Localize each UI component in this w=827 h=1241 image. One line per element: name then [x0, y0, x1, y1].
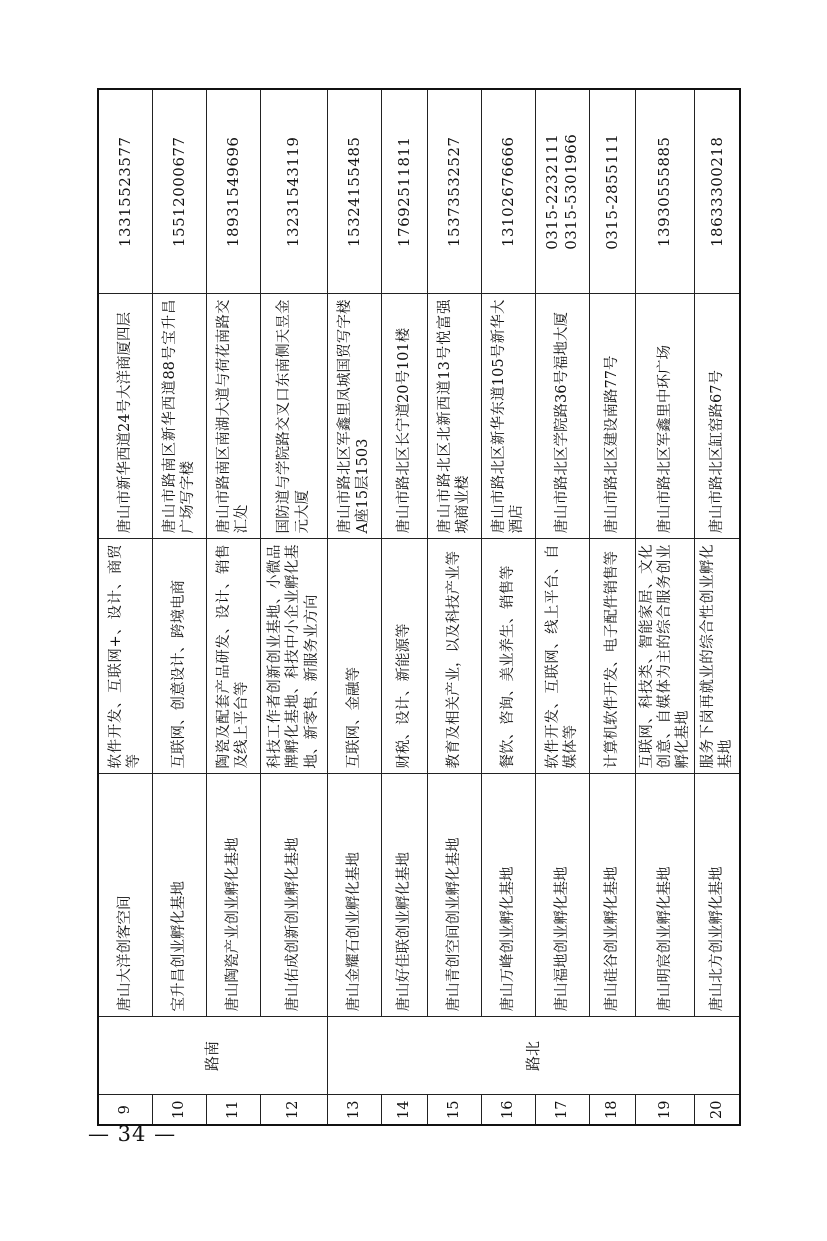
row-number: 9 [98, 1095, 152, 1125]
phone-number: 13102676666 [498, 136, 517, 247]
row-number: 13 [327, 1095, 381, 1125]
row-number: 14 [381, 1095, 427, 1125]
address: 国防道与学院路交叉口东南侧天昱金元大厦 [260, 294, 327, 539]
row-number: 18 [589, 1095, 635, 1125]
phone [427, 89, 481, 294]
row-number: 15 [427, 1095, 481, 1125]
base-name: 唐山好佳联创业孵化基地 [381, 774, 427, 1017]
business-direction: 教育及相关产业，以及科技产业等 [427, 539, 481, 774]
business-direction: 餐饮、咨询、美业养生、销售等 [481, 539, 535, 774]
base-name: 唐山金耀石创业孵化基地 [327, 774, 381, 1017]
phone-number: 13930555885 [655, 136, 674, 247]
address: 唐山市路北区军鑫里凤城国贸写字楼A座15层1503 [327, 294, 381, 539]
phone-number: 0315-2232111 [543, 133, 562, 250]
base-name: 唐山陶瓷产业创业孵化基地 [206, 774, 260, 1017]
phone [635, 89, 694, 294]
phone-number: 0315-2855111 [602, 133, 621, 250]
table-row [327, 89, 381, 1125]
table-row [98, 89, 152, 1125]
address: 唐山市路北区建设南路77号 [589, 294, 635, 539]
phone-number: 13315523577 [115, 136, 134, 247]
address: 唐山市新华西道24号大洋商厦四层 [98, 294, 152, 539]
base-name: 唐山明宸创业孵化基地 [635, 774, 694, 1017]
base-name: 宝升昌创业孵化基地 [152, 774, 206, 1017]
phone [481, 89, 535, 294]
table-row [481, 89, 535, 1125]
phone [327, 89, 381, 294]
base-name: 唐山硅谷创业孵化基地 [589, 774, 635, 1017]
phone-number: 13231543119 [284, 136, 303, 247]
page-number: — 34 — [88, 1122, 177, 1146]
business-direction: 计算机软件开发、电子配件销售等 [589, 539, 635, 774]
address: 唐山市路北区缸窑路67号 [694, 294, 740, 539]
business-direction: 财税、设计、新能源等 [381, 539, 427, 774]
base-name: 唐山青创空间创业孵化基地 [427, 774, 481, 1017]
table-row [381, 89, 427, 1125]
address: 唐山市路北区军鑫里中环广场 [635, 294, 694, 539]
table-row [535, 89, 589, 1125]
phone [260, 89, 327, 294]
row-number: 12 [260, 1095, 327, 1125]
address: 唐山市路南区新华西道88号宝升昌广场写字楼 [152, 294, 206, 539]
phone-number: 0315-5301966 [562, 133, 580, 250]
table-row [152, 89, 206, 1125]
address: 唐山市路南区南湖大道与荷花南路交汇处 [206, 294, 260, 539]
area-cell-lunan: 路南 [98, 1017, 327, 1095]
base-name: 唐山北方创业孵化基地 [694, 774, 740, 1017]
table-row [206, 89, 260, 1125]
address: 唐山市路北区长宁道20号101楼 [381, 294, 427, 539]
business-direction: 科技工作者创新创业基地、小微品牌孵化基地、科技中小企业孵化基地、新零售、新服务业方向 [260, 539, 327, 774]
base-name: 唐山大洋创客空间 [98, 774, 152, 1017]
phone [694, 89, 740, 294]
row-number: 20 [694, 1095, 740, 1125]
row-number: 17 [535, 1095, 589, 1125]
phone-number: 15512000677 [169, 136, 188, 247]
phone [152, 89, 206, 294]
phone [535, 89, 589, 294]
address: 唐山市路北区新华东道105号新华大酒店 [481, 294, 535, 539]
business-direction: 软件开发、互联网、线上平台、自媒体等 [535, 539, 589, 774]
business-direction: 互联网、创意设计、跨境电商 [152, 539, 206, 774]
table-row [635, 89, 694, 1125]
phone [381, 89, 427, 294]
phone-number: 18931549696 [223, 136, 242, 247]
business-direction: 互联网、金融等 [327, 539, 381, 774]
row-number: 16 [481, 1095, 535, 1125]
phone-number: 15324155485 [344, 136, 363, 247]
table-row [589, 89, 635, 1125]
row-number: 10 [152, 1095, 206, 1125]
business-direction: 服务下岗再就业的综合性创业孵化基地 [694, 539, 740, 774]
base-name: 唐山佑成创新创业孵化基地 [260, 774, 327, 1017]
phone [589, 89, 635, 294]
business-direction: 软件开发、互联网+、设计、商贸等 [98, 539, 152, 774]
base-name: 唐山万峰创业孵化基地 [481, 774, 535, 1017]
phone-number: 17692511811 [394, 136, 413, 247]
row-number: 11 [206, 1095, 260, 1125]
business-direction: 陶瓷及配套产品研发、设计、销售及线上平台等 [206, 539, 260, 774]
table-row [427, 89, 481, 1125]
incubator-table [97, 88, 741, 1126]
table-row [694, 89, 740, 1125]
rotated-table-wrapper [97, 90, 739, 1126]
address: 唐山市路北区学院路36号福地大厦 [535, 294, 589, 539]
address: 唐山市路北区北新西道13号悦富强城商业楼 [427, 294, 481, 539]
area-cell-lubei: 路北 [327, 1017, 740, 1095]
table-row [260, 89, 327, 1125]
business-direction: 互联网、科技类、智能家居、文化创意、自媒体为主的综合服务创业孵化基地 [635, 539, 694, 774]
phone-number: 15373532527 [444, 136, 463, 247]
phone [98, 89, 152, 294]
base-name: 唐山福地创业孵化基地 [535, 774, 589, 1017]
table-body [98, 89, 740, 1125]
row-number: 19 [635, 1095, 694, 1125]
phone [206, 89, 260, 294]
phone-number: 18633300218 [707, 136, 726, 247]
